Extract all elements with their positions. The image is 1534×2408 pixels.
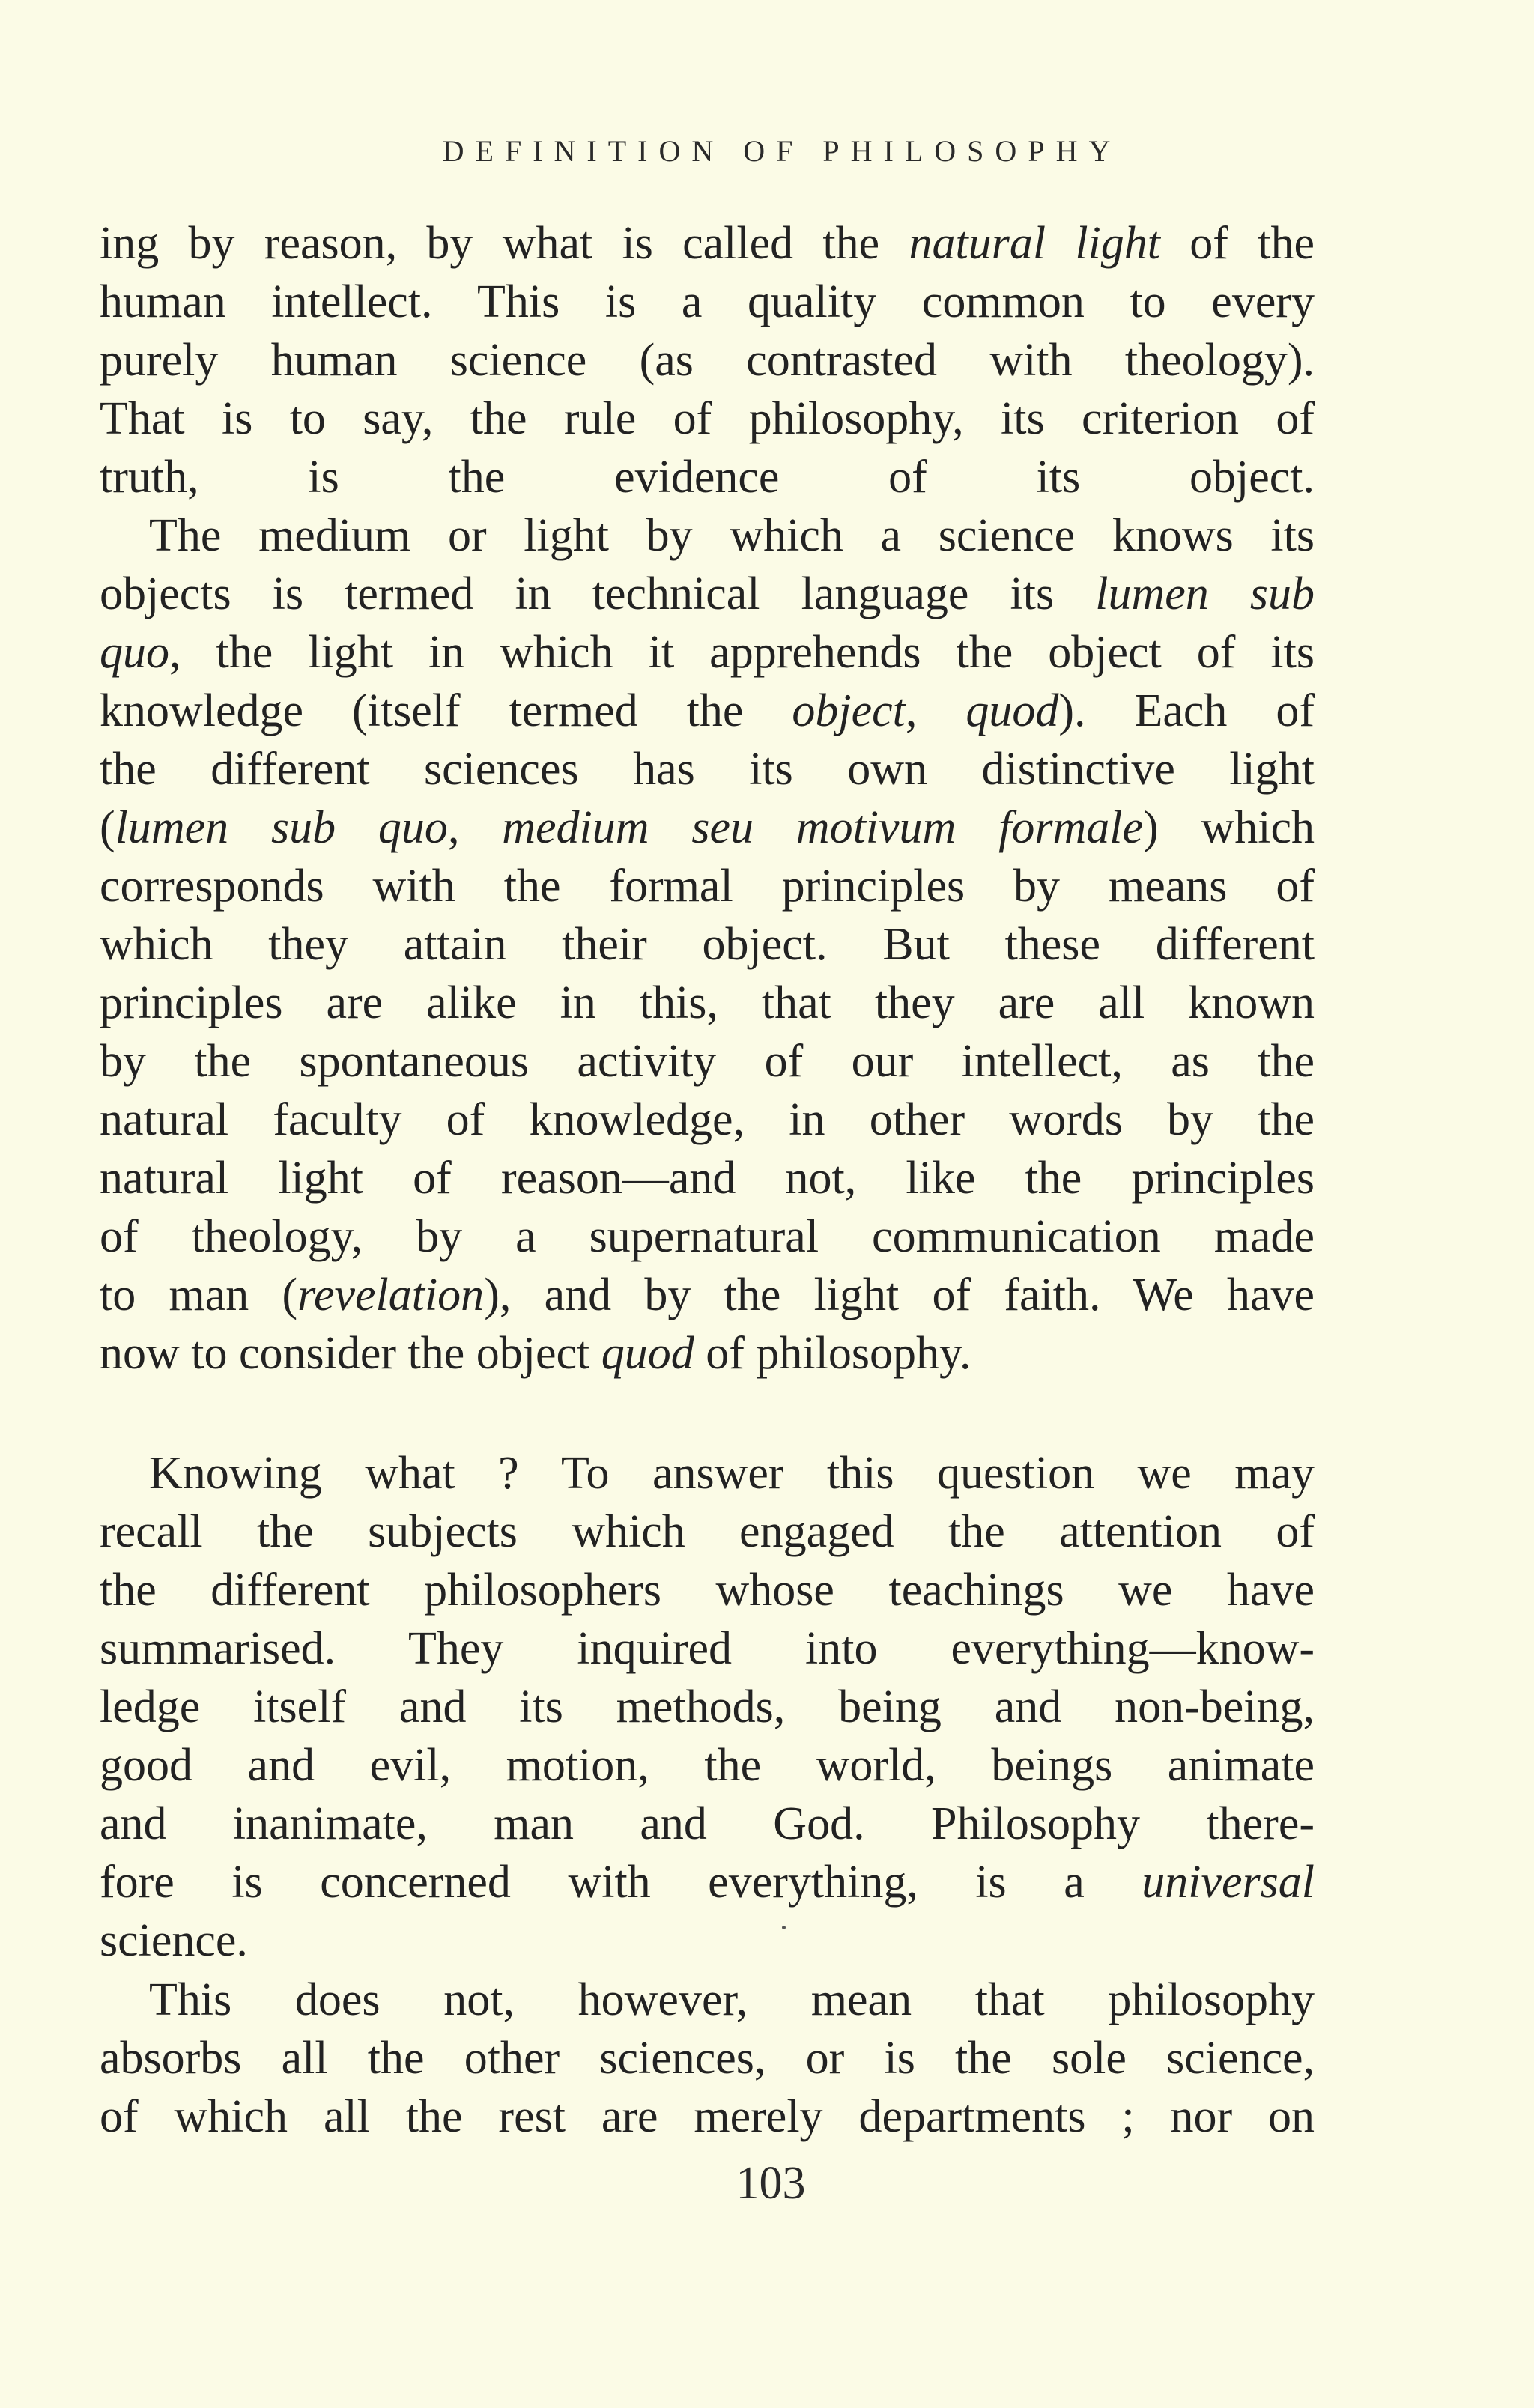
text-line: human intellect. This is a quality common to every [100, 276, 1315, 327]
italic-term: lumen sub quo [115, 802, 448, 853]
paragraph [100, 1971, 1315, 2146]
text-line: absorbs all the other sciences, or is the sole science, [100, 2033, 1315, 2084]
text-line: to man (revelation), and by the light of faith. We have [100, 1270, 1315, 1320]
italic-term: revelation [297, 1270, 485, 1320]
text-line: good and evil, motion, the world, beings animate [100, 1740, 1315, 1791]
italic-term: quo [100, 627, 169, 678]
text-line: the different sciences has its own distinctive light [100, 744, 1315, 795]
text-line: summarised. They inquired into everything—know- [100, 1623, 1315, 1674]
text-line: science. [100, 1915, 248, 1966]
text-line: of theology, by a supernatural communication made [100, 1211, 1315, 1262]
text-line: Knowing what ? To answer this question we may [149, 1448, 1315, 1499]
paragraph [100, 214, 1315, 506]
stray-ink-mark [782, 1926, 786, 1929]
paragraph [100, 1444, 1315, 1970]
text-line: knowledge (itself termed the object, quod). Each of [100, 685, 1315, 736]
text-line: This does not, however, mean that philosophy [149, 1974, 1315, 2025]
text-line: recall the subjects which engaged the attention of [100, 1506, 1315, 1557]
running-head: DEFINITION OF PHILOSOPHY [442, 134, 1122, 168]
text-line: which they attain their object. But these different [100, 919, 1315, 970]
text-line: corresponds with the formal principles by means of [100, 861, 1315, 912]
italic-term: universal [1142, 1857, 1315, 1908]
italic-term: lumen sub [1095, 568, 1315, 619]
text-line: and inanimate, man and God. Philosophy there- [100, 1798, 1315, 1849]
text-line: now to consider the object quod of philosophy. [100, 1328, 971, 1379]
text-line: truth, is the evidence of its object. [100, 452, 1315, 503]
page-number: 103 [736, 2158, 806, 2209]
text-line: quo, the light in which it apprehends the object of its [100, 627, 1315, 678]
text-line: objects is termed in technical language its lumen sub [100, 568, 1315, 619]
text-line: by the spontaneous activity of our intellect, as the [100, 1036, 1315, 1087]
text-line: principles are alike in this, that they are all known [100, 977, 1315, 1028]
text-line: ledge itself and its methods, being and non-being, [100, 1681, 1315, 1732]
text-line: (lumen sub quo, medium seu motivum formale) which [100, 802, 1315, 853]
text-line: natural light of reason—and not, like the principles [100, 1153, 1315, 1204]
text-line: of which all the rest are merely departments ; nor on [100, 2091, 1315, 2142]
text-line: natural faculty of knowledge, in other words by the [100, 1094, 1315, 1145]
italic-term: medium seu motivum formale [502, 802, 1144, 853]
text-line: purely human science (as contrasted with theology). [100, 335, 1315, 386]
text-line: That is to say, the rule of philosophy, its criterion of [100, 393, 1315, 444]
italic-term: quod [601, 1328, 694, 1379]
text-line: The medium or light by which a science knows its [149, 510, 1315, 561]
text-line: ing by reason, by what is called the natural light of the [100, 218, 1315, 269]
text-line: fore is concerned with everything, is a universal [100, 1857, 1315, 1908]
italic-term: object [792, 685, 906, 736]
paragraph [100, 506, 1315, 1383]
text-line: the different philosophers whose teachings we have [100, 1565, 1315, 1616]
italic-term: quod [965, 685, 1059, 736]
italic-term: natural light [909, 218, 1161, 269]
